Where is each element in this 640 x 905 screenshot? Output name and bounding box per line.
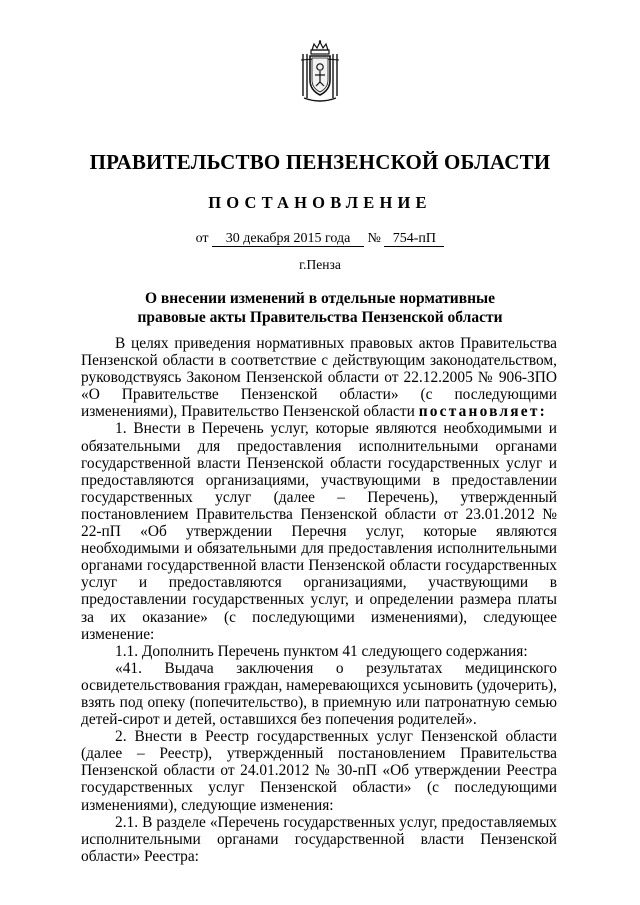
body-paragraph: «41. Выдача заключения о результатах медицинского освидетельствования граждан, намеревающихся усыновить (удочерить), взять под опеку (попечительство), в приемную или патронатную семью детей-сирот и детей, оставшихся без попечения родителей».	[81, 659, 557, 729]
body-paragraph: 2.1. В разделе «Перечень государственных услуг, предоставляемых исполнительными органами государственной власти Пензенской области» Реестра:	[81, 813, 557, 865]
document-body	[81, 335, 557, 865]
date-number-line	[0, 231, 640, 247]
intro-paragraph	[81, 335, 557, 420]
document-type: ПОСТАНОВЛЕНИЕ	[208, 193, 432, 212]
document-title: О внесении изменений в отдельные нормативные правовые акты Правительства Пензенской области	[137, 290, 503, 326]
date-prefix: от	[195, 231, 209, 246]
document-date: 30 декабря 2015 года	[212, 231, 364, 247]
body-paragraph: 1. Внести в Перечень услуг, которые являются необходимыми и обязательными для предоставления исполнительными органами государственной власти Пензенской области государственных услуг и предоставляются организациями, участвующими в предоставлении государственных услуг (далее – Перечень), утвержденный постановлением Правительства Пензенской области от 23.01.2012 № 22-пП «Об утверждении Перечня услуг, которые являются необходимыми и обязательными для предоставления исполнительными органами государственной власти Пензенской области государственных услуг и предоставляются организациями, участвующими в предоставлении государственных услуг, и определении размера платы за их оказание» (с последующими изменениями), следующее изменение:	[81, 420, 557, 643]
document-number: 754-пП	[384, 231, 444, 247]
coat-of-arms-icon	[298, 40, 342, 104]
organization-name: ПРАВИТЕЛЬСТВО ПЕНЗЕНСКОЙ ОБЛАСТИ	[89, 150, 551, 174]
decree-word: постановляет:	[418, 403, 547, 421]
intro-text: В целях приведения нормативных правовых актов Правительства Пензенской области в соответствие с действующим законодательством, руководствуясь Законом Пензенской области от 22.12.2005 № 906-ЗПО «О Правительстве Пензенской области» (с последующими изменениями), Правительство Пензенской области	[81, 335, 557, 421]
body-paragraph: 2. Внести в Реестр государственных услуг Пензенской области (далее – Реестр), утвержденный постановлением Правительства Пензенской области от 24.01.2012 № 30-пП «Об утверждении Реестра государственных услуг Пензенской области» (с последующими изменениями), следующие изменения:	[81, 728, 557, 814]
city: г.Пенза	[299, 257, 341, 272]
number-prefix: №	[367, 231, 381, 246]
body-paragraph: 1.1. Дополнить Перечень пунктом 41 следующего содержания:	[115, 642, 528, 660]
